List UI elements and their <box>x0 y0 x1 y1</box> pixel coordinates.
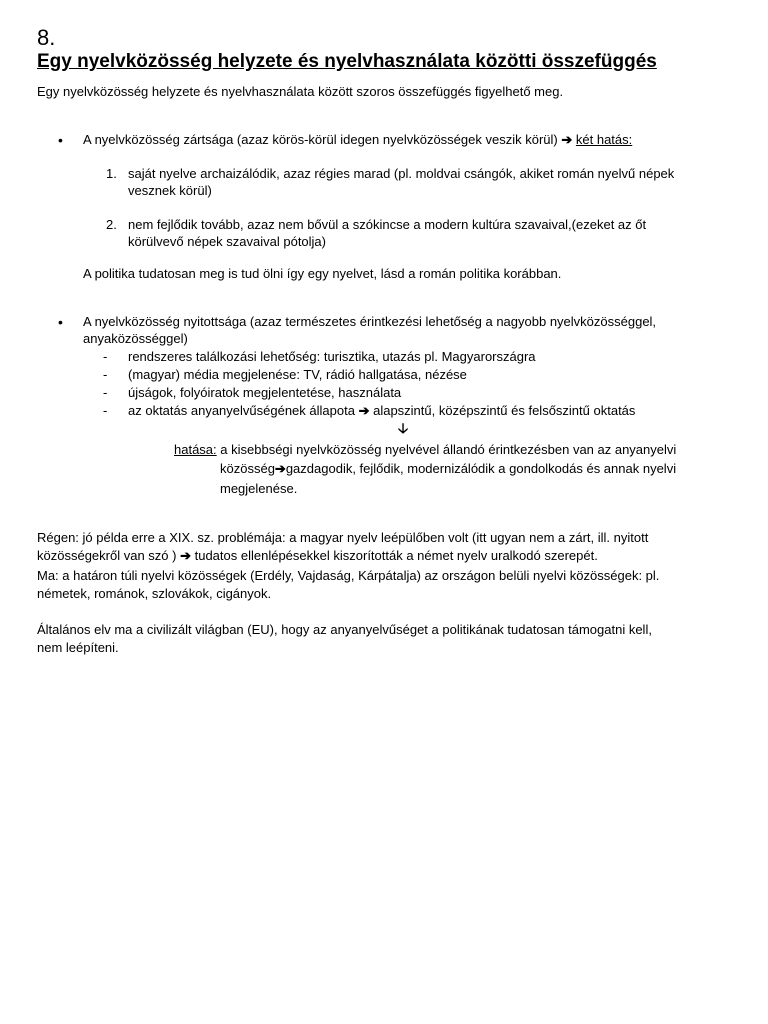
dash-item-3: újságok, folyóiratok megjelentetése, használata <box>128 385 402 400</box>
dash-marker: - <box>103 385 108 400</box>
arrow-down-icon: 🡣 <box>398 420 409 436</box>
bullet-1-main: A nyelvközösség zártsága (azaz körös-körül idegen nyelvközösségek veszik körül) <box>83 132 558 147</box>
arrow-right-icon: ➔ <box>180 548 191 563</box>
list-item-1-number: 1. <box>106 166 117 181</box>
dash-marker: - <box>103 403 108 418</box>
bullet-1-marker: • <box>58 132 63 148</box>
bullet-2-line2: anyaközösséggel) <box>83 331 188 346</box>
principle-line-1: Általános elv ma a civilizált világban (EU), hogy az anyanyelvűséget a politikának tudatosan támogatni kell, <box>37 622 652 637</box>
now-line-2: németek, románok, szlovákok, cigányok. <box>37 586 272 601</box>
dash-item-1: rendszeres találkozási lehetőség: turisztika, utazás pl. Magyarországra <box>128 349 536 364</box>
dash-marker: - <box>103 367 108 382</box>
section-number: 8. <box>37 25 56 50</box>
arrow-right-icon: ➔ <box>274 461 286 476</box>
effect-text-2-post: gazdagodik, fejlődik, modernizálódik a gondolkodás és annak nyelvi <box>285 461 677 476</box>
dash-marker: - <box>103 349 108 364</box>
arrow-right-icon: ➔ <box>358 403 370 418</box>
list-item-2-line1: nem fejlődik tovább, azaz nem bővül a szókincse a modern kultúra szavaival,(ezeket az őt <box>128 217 647 232</box>
page-title: Egy nyelvközösség helyzete és nyelvhasználata közötti összefüggés <box>37 51 657 72</box>
effect-line-2 <box>220 460 676 478</box>
bullet-2-line1: A nyelvközösség nyitottsága (azaz természetes érintkezési lehetőség a nagyobb nyelvközösséggel, <box>83 314 657 329</box>
effect-label: hatása: <box>174 442 217 457</box>
bullet-1-effect: két hatás: <box>575 132 633 147</box>
dash-item-4 <box>128 402 635 420</box>
effect-text-2-pre: közösség <box>220 461 275 476</box>
effect-text-1: a kisebbségi nyelvközösség nyelvével állandó érintkezésben van az anyanyelvi <box>220 442 677 457</box>
past-line-1: Régen: jó példa erre a XIX. sz. problémája: a magyar nyelv leépülőben volt (itt ugyan nem a zárt, ill. nyitott <box>37 530 649 545</box>
education-pre: az oktatás anyanyelvűségének állapota <box>128 403 355 418</box>
bullet-2-marker: • <box>58 314 63 330</box>
past-text-2-pre: közösségekről van szó ) <box>37 548 177 563</box>
list-item-2-line2: körülvevő népek szavaival pótolja) <box>128 234 326 249</box>
past-text-2-post: tudatos ellenlépésekkel kiszorították a német nyelv uralkodó szerepét. <box>194 548 598 563</box>
list-item-1-line1: saját nyelve archaizálódik, azaz régies marad (pl. moldvai csángók, akiket román nyelvű népek <box>128 166 675 181</box>
arrow-right-icon: ➔ <box>561 132 573 147</box>
effect-line-1 <box>174 441 676 459</box>
dash-item-2: (magyar) média megjelenése: TV, rádió hallgatása, nézése <box>128 367 467 382</box>
list-item-1-line2: vesznek körül) <box>128 183 212 198</box>
principle-line-2: nem leépíteni. <box>37 640 119 655</box>
effect-line-3: megjelenése. <box>220 481 298 496</box>
list-item-2-number: 2. <box>106 217 117 232</box>
intro-paragraph: Egy nyelvközösség helyzete és nyelvhasználata között szoros összefüggés figyelhető meg. <box>37 84 564 99</box>
politics-note: A politika tudatosan meg is tud ölni így egy nyelvet, lásd a román politika korábban. <box>83 266 562 281</box>
education-post: alapszintű, középszintű és felsőszintű oktatás <box>373 403 636 418</box>
bullet-1-text <box>83 131 632 149</box>
past-line-2 <box>37 547 598 565</box>
now-line-1: Ma: a határon túli nyelvi közösségek (Erdély, Vajdaság, Kárpátalja) az országon belüli nyelvi közösségek: pl. <box>37 568 660 583</box>
